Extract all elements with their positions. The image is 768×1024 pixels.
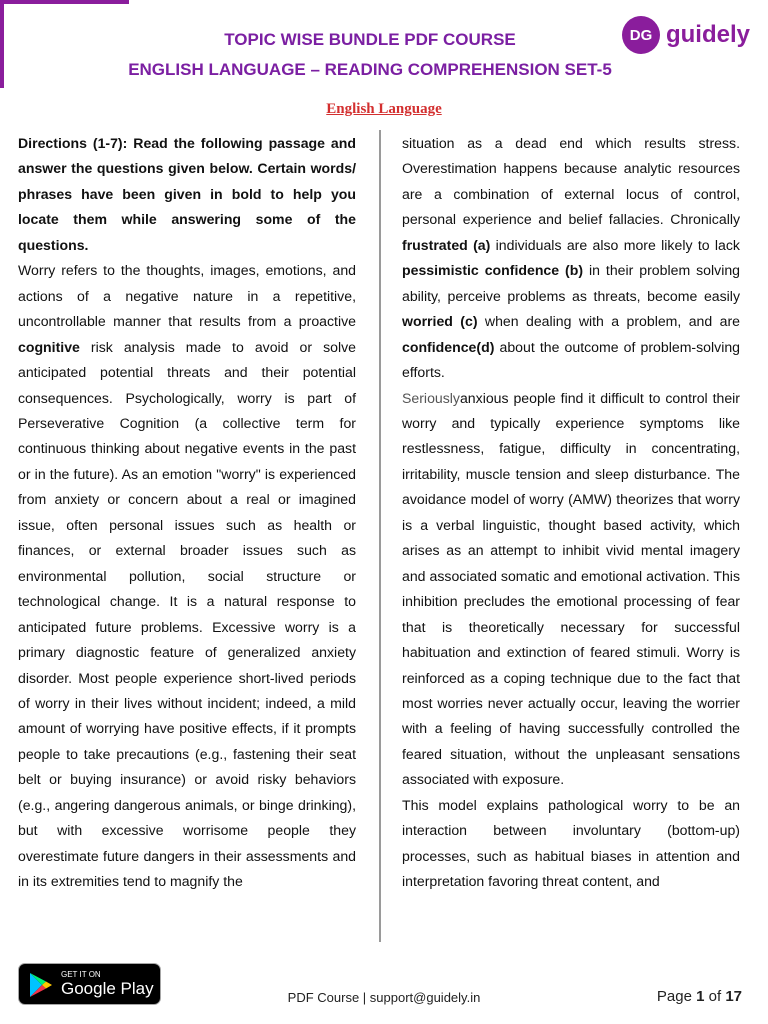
right-column — [402, 131, 740, 895]
set-title: ENGLISH LANGUAGE – READING COMPREHENSION SET-5 — [128, 60, 612, 79]
passage-paragraph-2 — [402, 386, 740, 793]
course-title: TOPIC WISE BUNDLE PDF COURSE — [224, 30, 516, 49]
column-divider — [379, 130, 381, 942]
bold-option-b: pessimistic confidence (b) — [402, 262, 584, 279]
text: Worry refers to the thoughts, images, emotions, and actions of a negative nature in a repetitive, uncontrollable manner that results from a proactive — [18, 262, 356, 330]
text: anxious people find it difficult to control their worry and typically experience symptoms like restlessness, fatigue, difficulty in concentrating, irritability, muscle tension and sleep disturbance. The avoidance model of worry (AMW) theorizes that worry is a verbal linguistic, thought based activity, which arises as an attempt to inhibit vivid mental imagery and associated somatic and emotional activation. This inhibition precludes the emotional processing of fear that is theoretically necessary for successful habituation and extinction of feared stimuli. Worry is reinforced as a coping technique due to the fact that most worries never actually occur, leaving the worrier with a feeling of having successfully controlled the feared situation, without the unpleasant sensations associated with exposure. — [402, 389, 740, 788]
guidely-logo — [622, 16, 750, 54]
grey-word: Seriously — [402, 389, 460, 406]
badge-big-text: Google Play — [61, 979, 154, 998]
text: about the outcome of problem-solving efforts. — [402, 338, 740, 381]
page-total: 17 — [725, 988, 742, 1005]
bold-option-c: worried (c) — [402, 313, 478, 330]
badge-small-text: GET IT ON — [61, 970, 101, 979]
bold-option-a: frustrated (a) — [402, 236, 491, 253]
guidely-logo-icon: DG — [622, 16, 660, 54]
guidely-logo-text: guidely — [665, 21, 750, 48]
bold-word: cognitive — [18, 338, 80, 355]
subject-heading: English Language — [326, 101, 442, 117]
page-of: of — [704, 988, 726, 1005]
text: when dealing with a problem, and are — [477, 313, 740, 330]
text: risk analysis made to avoid or solve anticipated potential threats and their potential consequences. Psychologically, worry is part of Perseverative Cognition (a collective term for continuous thinking about negative events in the past or in the future). As an emotion "worry" is experienced from anxiety or concern about a real or imagined issue, often personal issues such as health or finances, or external broader issues such as environmental pollution, social structure or technological change. It is a natural response to anticipated future problems. Excessive worry is a primary diagnostic feature of generalized anxiety disorder. Most people experience short-lived periods of worry in their lives without incident; indeed, a mild amount of worrying have positive effects, if it prompts people to take precautions (e.g., fastening their seat belt or buying insurance) or avoid risky behaviors (e.g., angering dangerous animals, or binge drinking), but with excessive worrisome people they overestimate future dangers in their assessments and in its extremities tend to magnify the — [18, 338, 356, 890]
text: situation as a dead end which results stress. Overestimation happens because analytic resources are a combination of external locus of control, personal experience and belief fallacies. Chronically — [402, 135, 740, 228]
passage-paragraph-1-cont — [402, 131, 740, 386]
page-number — [657, 988, 742, 1005]
passage-paragraph-1 — [18, 258, 356, 894]
bold-option-d: confidence(d) — [402, 338, 495, 355]
page-current: 1 — [696, 988, 705, 1005]
text: individuals are also more likely to lack — [490, 236, 740, 253]
left-column — [18, 131, 356, 895]
passage-paragraph-3: This model explains pathological worry to be an interaction between involuntary (bottom-up) processes, such as habitual biases in attention and interpretation favoring threat content, and — [402, 796, 740, 890]
page-label: Page — [656, 988, 697, 1005]
text: in their problem solving ability, perceive problems as threats, become easily — [402, 262, 741, 304]
footer-contact: PDF Course | support@guidely.in — [287, 990, 481, 1005]
directions: Directions (1-7): Read the following passage and answer the questions given below. Certain words/ phrases have been given in bold to help you locate them while answering some of the questions. — [18, 135, 356, 253]
